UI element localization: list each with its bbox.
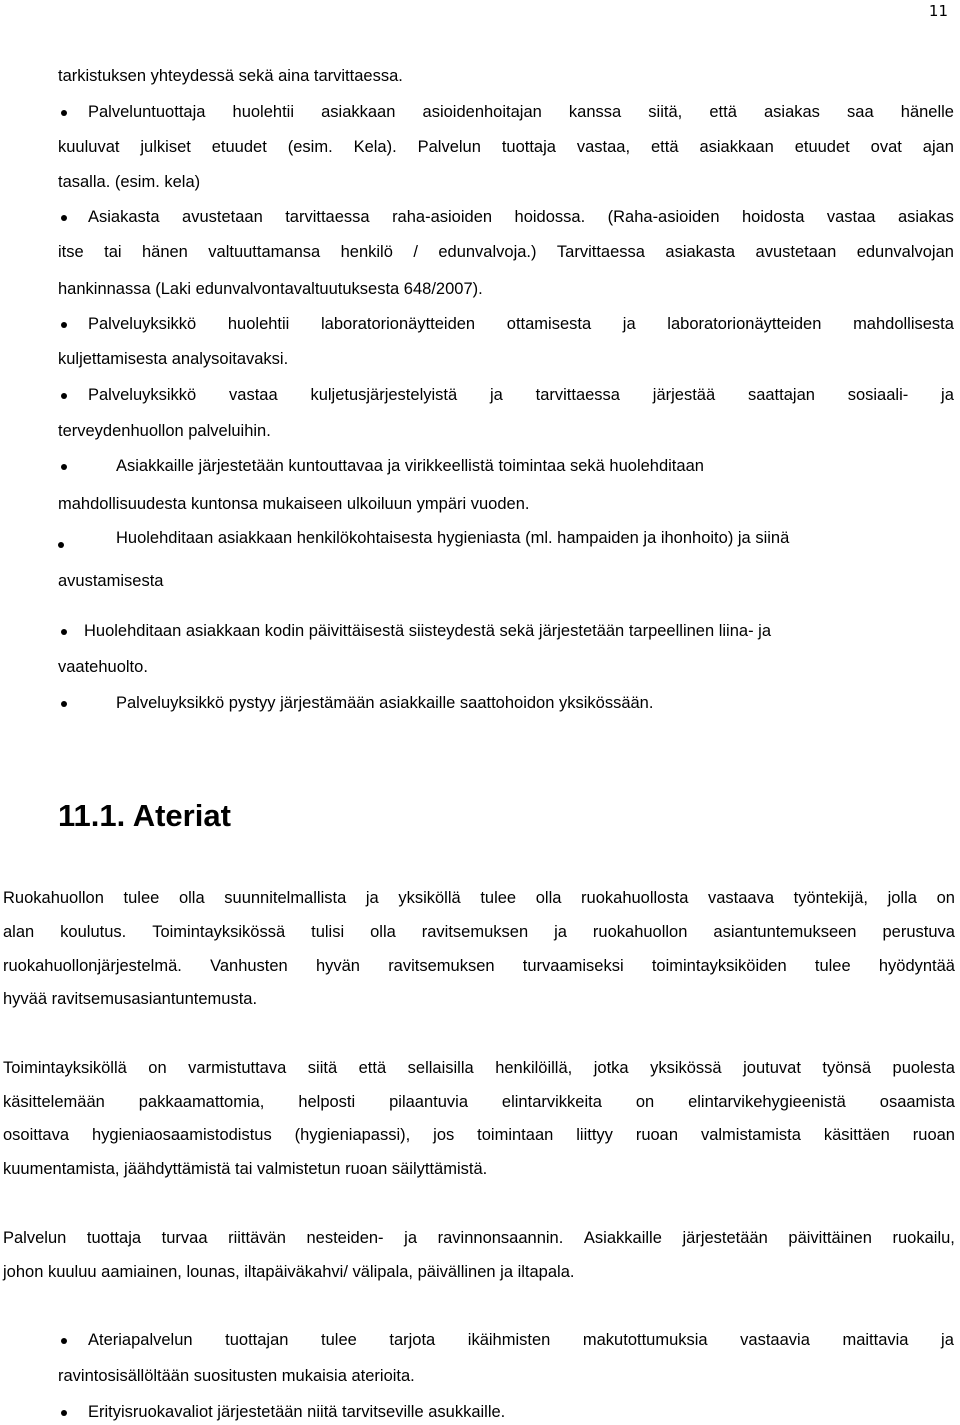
page-number: 11 <box>928 2 948 20</box>
list-item-line: vaatehuolto. <box>58 658 148 676</box>
list-item-line: itse tai hänen valtuuttamansa henkilö / edunvalvoja.) Tarvittaessa asiakasta avustetaan edunvalvojan <box>58 243 954 261</box>
list-item-line: ravintosisällöltään suositusten mukaisia aterioita. <box>58 1367 415 1385</box>
bullet-marker <box>58 542 64 548</box>
section-heading: 11.1. Ateriat <box>58 798 231 833</box>
paragraph-line: alan koulutus. Toimintayksikössä tulisi olla ravitsemuksen ja ruokahuollon asiantuntemukseen perustuva <box>3 923 955 941</box>
bullet-marker <box>61 110 67 116</box>
list-item-line: Palveluyksikkö pystyy järjestämään asiakkaille saattohoidon yksikössään. <box>116 694 654 712</box>
paragraph-line: käsittelemään pakkaamattomia, helposti pilaantuvia elintarvikkeita on elintarvikehygieenistä osaamista <box>3 1093 955 1111</box>
paragraph-line: osoittava hygieniaosaamistodistus (hygieniapassi), jos toimintaan liittyy ruoan valmistamista käsittäen ruoan <box>3 1126 955 1144</box>
paragraph-line: johon kuuluu aamiainen, lounas, iltapäiväkahvi/ välipala, päivällinen ja iltapala. <box>3 1263 575 1281</box>
list-item-line: terveydenhuollon palveluihin. <box>58 422 271 440</box>
paragraph-line: Toimintayksiköllä on varmistuttava siitä että sellaisilla henkilöillä, jotka yksikössä joutuvat työnsä puolesta <box>3 1059 955 1077</box>
list-item-line: Palveluyksikkö huolehtii laboratorionäytteiden ottamisesta ja laboratorionäytteiden mahdollisesta <box>88 315 954 333</box>
bullet-marker <box>61 464 67 470</box>
paragraph-line: hyvää ravitsemusasiantuntemusta. <box>3 990 258 1008</box>
list-item-line: Asiakasta avustetaan tarvittaessa raha-asioiden hoidossa. (Raha-asioiden hoidosta vastaa asiakas <box>88 208 954 226</box>
list-item-line: avustamisesta <box>58 572 164 590</box>
bullet-marker <box>61 1338 67 1344</box>
list-item-line: Huolehditaan asiakkaan kodin päivittäisestä siisteydestä sekä järjestetään tarpeellinen liina- ja <box>84 622 771 640</box>
bullet-marker <box>61 629 67 635</box>
list-item-line: kuuluvat julkiset etuudet (esim. Kela). Palvelun tuottaja vastaa, että asiakkaan etuudet ovat ajan <box>58 138 954 156</box>
list-item-line: Palveluyksikkö vastaa kuljetusjärjestelyistä ja tarvittaessa järjestää saattajan sosiaali- ja <box>88 386 954 404</box>
list-item-line: Palveluntuottaja huolehtii asiakkaan asioidenhoitajan kanssa siitä, että asiakas saa hänelle <box>88 103 954 121</box>
list-item-line: tasalla. (esim. kela) <box>58 173 201 191</box>
paragraph-line: Ruokahuollon tulee olla suunnitelmallista ja yksiköllä tulee olla ruokahuollosta vastaava työntekijä, jolla on <box>3 889 955 907</box>
intro-line: tarkistuksen yhteydessä sekä aina tarvittaessa. <box>58 67 403 85</box>
bullet-marker <box>61 215 67 221</box>
paragraph-line: kuumentamista, jäähdyttämistä tai valmistetun ruoan säilyttämistä. <box>3 1160 488 1178</box>
list-item-line: Asiakkaille järjestetään kuntouttavaa ja virikkeellistä toimintaa sekä huolehditaan <box>116 457 704 475</box>
bullet-marker <box>61 393 67 399</box>
bullet-marker <box>61 1410 67 1416</box>
list-item-line: Huolehditaan asiakkaan henkilökohtaisesta hygieniasta (ml. hampaiden ja ihonhoito) ja siinä <box>116 529 790 547</box>
bullet-marker <box>61 701 67 707</box>
list-item-line: Ateriapalvelun tuottajan tulee tarjota ikäihmisten makutottumuksia vastaavia maittavia ja <box>88 1331 954 1349</box>
list-item-line: hankinnassa (Laki edunvalvontavaltuutuksesta 648/2007). <box>58 280 483 298</box>
list-item-line: mahdollisuudesta kuntonsa mukaiseen ulkoiluun ympäri vuoden. <box>58 495 530 513</box>
list-item-line: kuljettamisesta analysoitavaksi. <box>58 350 289 368</box>
paragraph-line: Palvelun tuottaja turvaa riittävän nesteiden- ja ravinnonsaannin. Asiakkaille järjestetään päivittäinen ruokailu, <box>3 1229 955 1247</box>
paragraph-line: ruokahuollonjärjestelmä. Vanhusten hyvän ravitsemuksen turvaamiseksi toimintayksiköiden tulee hyödyntää <box>3 957 955 975</box>
list-item-line: Erityisruokavaliot järjestetään niitä tarvitseville asukkaille. <box>88 1403 506 1421</box>
bullet-marker <box>61 322 67 328</box>
